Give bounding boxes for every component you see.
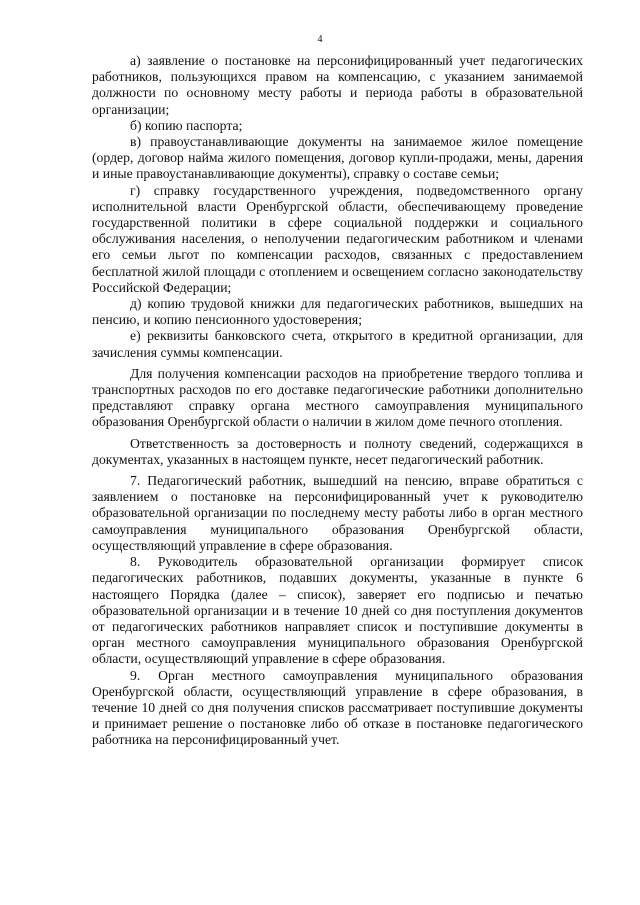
page-number: 4 bbox=[317, 34, 323, 45]
paragraph-item-7: 7. Педагогический работник, вышедший на пенсию, вправе обратиться с заявлением о постановке на персонифицированный учет к руководителю образовательной организации по последнему месту работы либо в орган местного самоуправления муниципального образования Оренбургской области, осуществляющий управление в сфере образования. bbox=[92, 473, 583, 553]
paragraph-b: б) копию паспорта; bbox=[130, 117, 243, 133]
paragraph-item-9: 9. Орган местного самоуправления муниципального образования Оренбургской области, осуществляющий управление в сфере образования, в течение 10 дней со дня получения списков рассматривает поступившие документы и принимает решение о постановке либо об отказе в постановке педагогического работника на персонифицированный учет. bbox=[92, 667, 583, 748]
paragraph-d: д) копию трудовой книжки для педагогических работников, вышедших на пенсию, и копию пенсионного удостоверения; bbox=[92, 296, 583, 328]
paragraph-e: е) реквизиты банковского счета, открытого в кредитной организации, для зачисления суммы компенсации. bbox=[92, 328, 583, 360]
paragraph-item-8: 8. Руководитель образовательной организации формирует список педагогических работников, подавших документы, указанные в пункте 6 настоящего Порядка (далее – список), заверяет его подписью и печатью образовательной организации и в течение 10 дней со дня поступления документов от педагогических работников направляет список и поступившие документы в орган местного самоуправления муниципального образования Оренбургской области, осуществляющий управление в сфере образования. bbox=[92, 554, 583, 667]
paragraph-responsibility: Ответственность за достоверность и полноту сведений, содержащихся в документах, указанных в настоящем пункте, несет педагогический работник. bbox=[92, 435, 583, 467]
paragraph-v: в) правоустанавливающие документы на занимаемое жилое помещение (ордер, договор найма жилого помещения, договор купли-продажи, мены, дарения и иные правоустанавливающие документы), справку о составе семьи; bbox=[92, 134, 583, 182]
document-body bbox=[92, 53, 583, 749]
paragraph-solid-fuel: Для получения компенсации расходов на приобретение твердого топлива и транспортных расходов по его доставке педагогические работники дополнительно представляют справку органа местного самоуправления муниципального образования Оренбургской области о наличии в жилом доме печного отопления. bbox=[92, 365, 583, 430]
paragraph-a: а) заявление о постановке на персонифицированный учет педагогических работников, пользующихся правом на компенсацию, с указанием занимаемой должности по основному месту работы и периода работы в образовательной организации; bbox=[92, 53, 583, 117]
paragraph-g: г) справку государственного учреждения, подведомственного органу исполнительной власти Оренбургской области, обеспечивающему проведение государственной политики в сфере социальной поддержки и социального обслуживания населения, о неполучении педагогическим работником и членами его семьи льгот по компенсации расходов, связанных с предоставлением бесплатной жилой площади с отоплением и освещением согласно законодательству Российской Федерации; bbox=[92, 182, 583, 295]
